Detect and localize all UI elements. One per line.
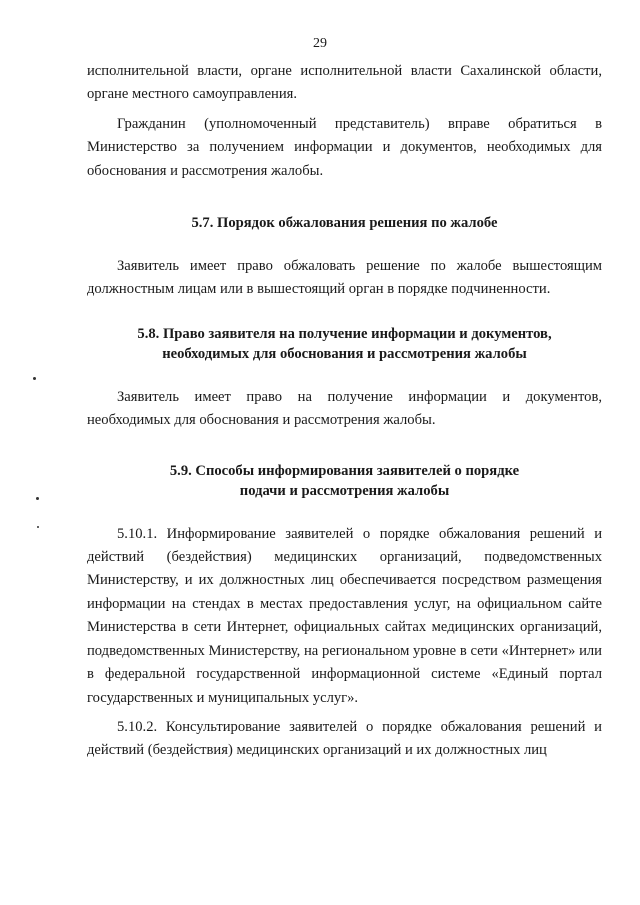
intro-paragraph-1: исполнительной власти, органе исполнительной власти Сахалинской области, органе местного самоуправления. [87,63,602,103]
section-5-8-heading-line2: необходимых для обоснования и рассмотрения жалобы [162,345,527,362]
section-5-9-heading-line2: подачи и рассмотрения жалобы [239,482,450,499]
document-body [87,60,602,763]
scan-speck [37,526,39,528]
intro-paragraph-2: Гражданин (уполномоченный представитель) вправе обратиться в Министерство за получением информации и документов, необходимых для обоснования и рассмотрения жалобы. [87,115,602,179]
section-5-8-heading-line1: 5.8. Право заявителя на получение информации и документов, [137,325,552,342]
section-5-7-heading: 5.7. Порядок обжалования решения по жалобе [191,215,498,232]
section-5-9-heading-line1: 5.9. Способы информирования заявителей о порядке [169,462,520,479]
section-5-7-text: Заявитель имеет право обжаловать решение по жалобе вышестоящим должностным лицам или в вышестоящий орган в порядке подчиненности. [87,258,602,298]
section-5-10-2-text: 5.10.2. Консультирование заявителей о порядке обжалования решений и действий (бездействия) медицинских организаций и их должностных лиц [87,718,602,759]
section-5-10-1-text: 5.10.1. Информирование заявителей о порядке обжалования решений и действий (бездействия) медицинских организаций, подведомственных Министерству, и их должностных лиц обеспечивается посредством размещения информации на стендах в местах предоставления услуг, на официальном сайте Министерства в сети Интернет, официальных сайтах медицинских организаций, подведомственных Министерству, на региональном уровне в сети «Интернет» или в федеральной государственной информационной системе «Единый портал государственных и муниципальных услуг». [87,525,602,706]
section-5-9-heading [87,461,602,501]
section-5-8-text: Заявитель имеет право на получение информации и документов, необходимых для обоснования и рассмотрения жалобы. [87,388,602,429]
scan-speck [36,497,39,500]
scan-speck [33,377,36,380]
page-number: 29 [313,36,327,51]
section-5-8-heading [87,324,602,364]
